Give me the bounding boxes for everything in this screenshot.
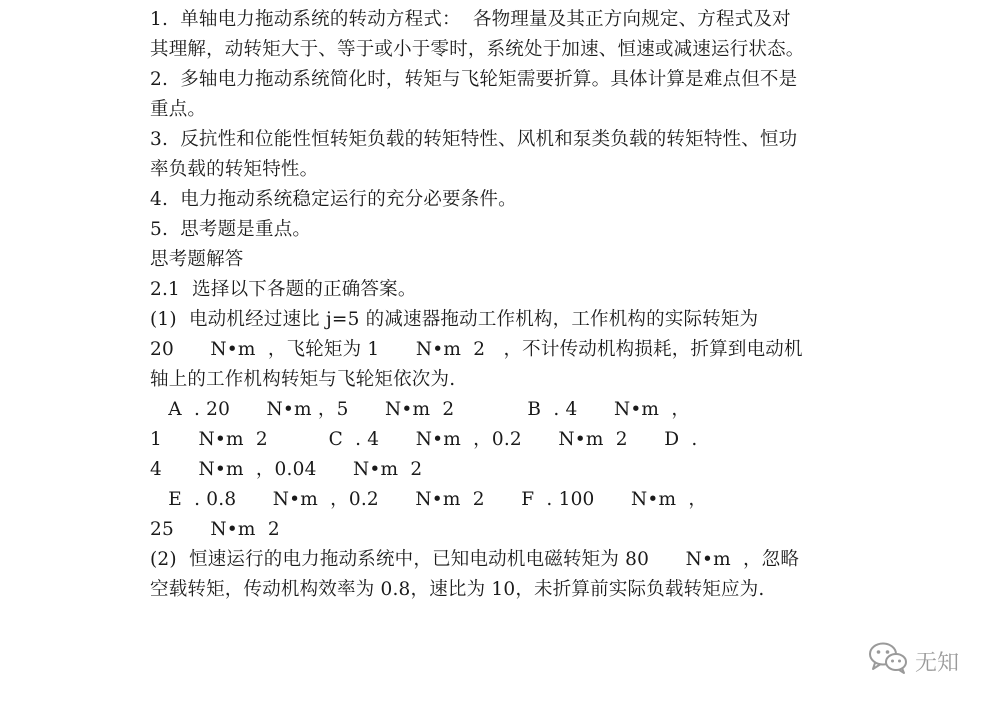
watermark-text: 无知 bbox=[914, 650, 959, 676]
text-line: 其理解，动转矩大于、等于或小于零时，系统处于加速、恒速或减速运行状态。 bbox=[150, 39, 805, 60]
watermark bbox=[867, 640, 959, 682]
text-line: 4. 电力拖动系统稳定运行的充分必要条件。 bbox=[150, 189, 517, 210]
text-line: 重点。 bbox=[150, 99, 207, 120]
text-line: 5. 思考题是重点。 bbox=[150, 219, 312, 240]
text-line: 2.1 选择以下各题的正确答案。 bbox=[150, 279, 417, 300]
section-heading: 思考题解答 bbox=[150, 249, 244, 270]
options-line: 4 N•m ，0.04 N•m 2 bbox=[150, 459, 423, 480]
text-line: 2. 多轴电力拖动系统简化时，转矩与飞轮矩需要折算。具体计算是难点但不是 bbox=[150, 69, 798, 90]
text-line: 3. 反抗性和位能性恒转矩负载的转矩特性、风机和泵类负载的转矩特性、恒功 bbox=[150, 129, 798, 150]
question-line: 轴上的工作机构转矩与飞轮矩依次为. bbox=[150, 369, 456, 390]
question-line: 空载转矩，传动机构效率为 0.8，速比为 10，未折算前实际负载转矩应为. bbox=[150, 579, 765, 600]
text-line: 1. 单轴电力拖动系统的转动方程式： 各物理量及其正方向规定、方程式及对 bbox=[150, 9, 791, 30]
question-line: (1) 电动机经过速比 j=5 的减速器拖动工作机构，工作机构的实际转矩为 bbox=[150, 309, 759, 330]
text-line: 率负载的转矩特性。 bbox=[150, 159, 319, 180]
options-line: E . 0.8 N•m ，0.2 N•m 2 F . 100 N•m ， bbox=[150, 489, 708, 510]
question-line: 20 N•m ，飞轮矩为 1 N•m 2 ，不计传动机构损耗，折算到电动机 bbox=[150, 339, 803, 360]
options-line: 25 N•m 2 bbox=[150, 519, 280, 540]
wechat-icon bbox=[867, 640, 909, 682]
options-line: A . 20 N•m ，5 N•m 2 B . 4 N•m ， bbox=[150, 399, 691, 420]
options-line: 1 N•m 2 C . 4 N•m ，0.2 N•m 2 D . bbox=[150, 429, 698, 450]
question-line: (2) 恒速运行的电力拖动系统中，已知电动机电磁转矩为 80 N•m ，忽略 bbox=[150, 549, 800, 570]
